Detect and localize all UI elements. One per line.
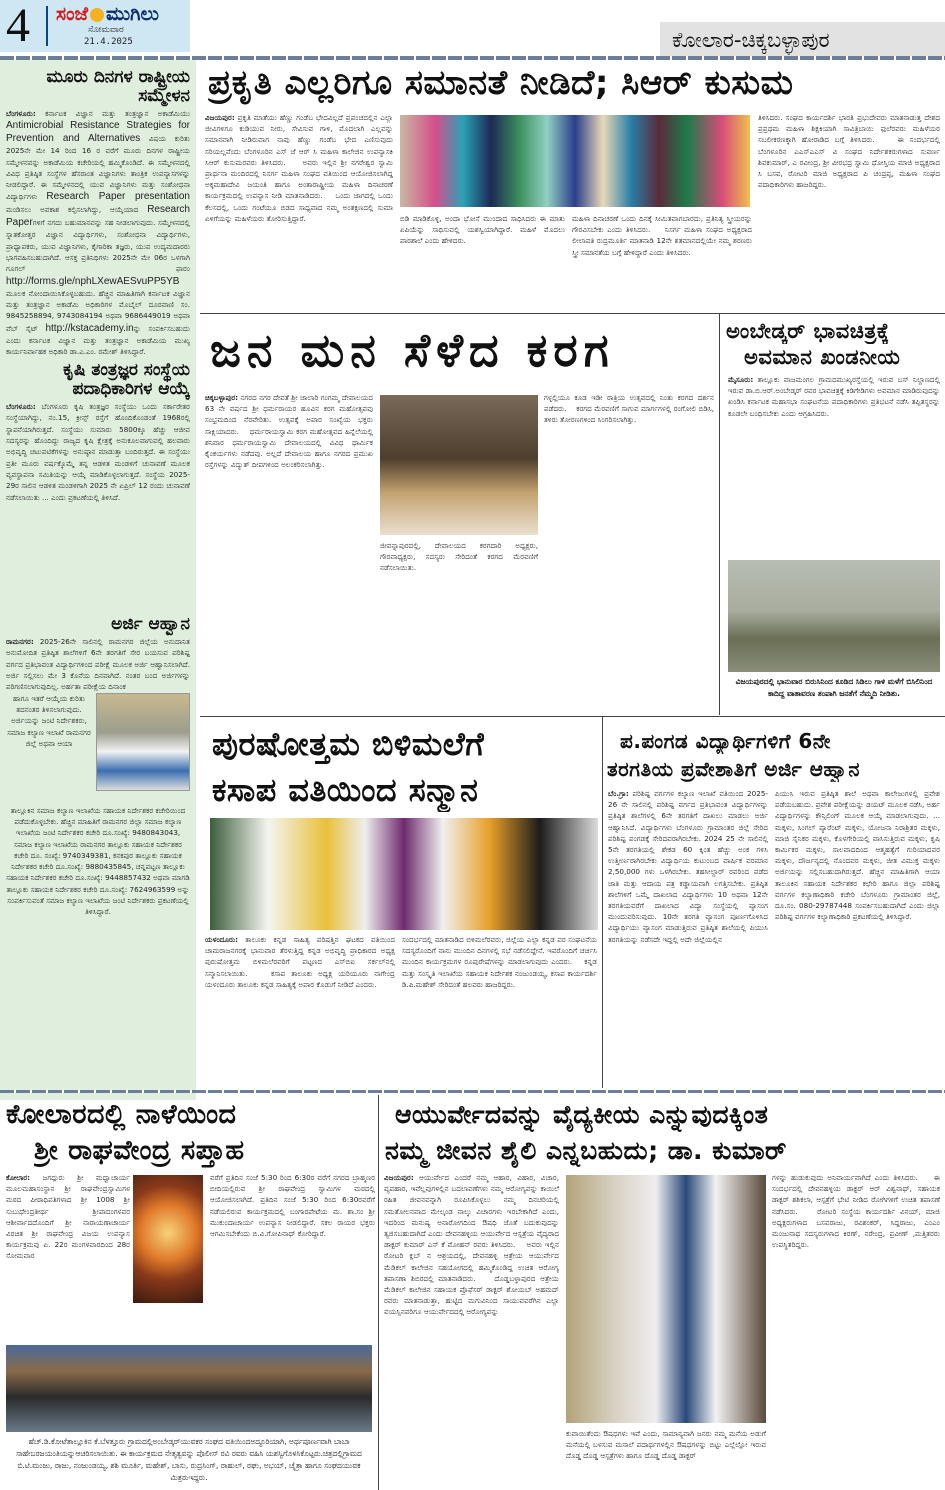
group-photo — [6, 1345, 372, 1432]
story-text: ಕರ್ನಾಟಕ ವಿಜ್ಞಾನ ಮತ್ತು ತಂತ್ರಜ್ಞಾನ ಅಕಾಡೆಮಿಯು — [45, 109, 190, 118]
ayurveda-col-2: ಕುವಾಯಿತೆಂದು ಔಷಧಗಳು ಇವೆ ಎಂದು, ಸಾಮಾನ್ಯವಾಗಿ ಜನರು ನಮ್ಮ ಮನೆಯ ಅಡುಗೆ ಮನೆಯಲ್ಲಿ ಬಳಸುವ ಮಸಾಲೆ ಪದಾರ್ಥಗಳಲ್ಲಿನ ಔಷಧಗಳನ್ನು ಬಿಟ್ಟು ಎಲ್ಲೆಲ್ಲೋ ಇರುವ ದೊಡ್ಡ ದೊಡ್ಡ ಆಸ್ಪತ್ರೆಗಳು ಹಾಗೂ ದೊಡ್ಡ ದೊಡ್ಡ ಡಾಕ್ಟರ್ — [566, 1429, 766, 1461]
raghavendra-col-2: ವರೆಗೆ ಪ್ರತಿದಿನ ಸಂಜೆ 5:30 ರಿಂದ 6:30ರ ವರೆಗೆ ನಗರದ ಬ್ರಾಹ್ಮಣರ ಬೀದಿಯಲ್ಲಿರುವ ಶ್ರೀ ರಾಘವೇಂದ್ರ ಸ್ವಾಮಿಗಳ ಮಠದಲ್ಲಿ ಆಯೋಜಿಸಲಾಗಿದೆ. ಪ್ರತಿದಿನ ಸಂಜೆ 5:30 ರಿಂದ 6:30ರವರೆಗೆ ನಡೆಯಲಿರುವ ಕಾರ್ಯಕ್ರಮದಲ್ಲಿ ಬಂಗಾರಪೇಟೆಯ ಮ. ಶಾ.ಸಂ ಶ್ರೀ ಮುಕುಂದಾಚಾರ್ಯ ಉಪನ್ಯಾಸ ನೀಡಲಿದ್ದಾರೆ. ಸಕಲ ರಾಯರ ಭಕ್ತರು ಆಗಮಿಸಬೇಕೆಂದು ಬಿ.ವಿ.ಗೋಪಿನಾಥ್ ಕೋರಿದ್ದಾರೆ. — [210, 1173, 375, 1239]
column-divider — [602, 716, 603, 1088]
dateline: ಬೆಂಗಳೂರು: — [6, 109, 36, 118]
story-text: ಗಳಿಗೆ ನಗದು ಬಹುಮಾನವನ್ನು ಸಹ ನೀಡಲಾಗುವುದು. ಸಮ್ಮೇಳನದಲ್ಲಿ ಸ್ನಾತಕೋತ್ತರ ವಿಜ್ಞಾನ ವಿದ್ಯಾರ್ಥಿಗಳು, ಸಂಶೋಧನಾ ವಿದ್ಯಾರ್ಥಿಗಳು, ಪ್ರಾಧ್ಯಾಪಕರು, ಯುವ ವಿಜ್ಞಾನಿಗಳು, ಕೈಗಾರಿಕಾ ತಜ್ಞರು, ಯುವ ಉದ್ಯಮದಾರರು ಭಾಗವಹಿಸಬಹುದಾಗಿದೆ. ಆಸಕ್ತ ಪ್ರತಿನಿಧಿಗಳು 2025ನೇ ಮೇ 06ರ ಒಳಗಾಗಿ ಗೂಗಲ್ ಫಾರಂ — [6, 218, 190, 274]
ayurveda-headline-1: ಆಯುರ್ವೇದವನ್ನು ವೈದ್ಯಕೀಯ ಎನ್ನುವುದಕ್ಕಿಂತ — [395, 1100, 769, 1129]
karaga-col-1 — [205, 392, 373, 712]
story-text: ಪರಿಶಿಷ್ಟ ವರ್ಗಗಳ ಕಲ್ಯಾಣ ಇಲಾಖೆ ವತಿಯಿಂದ 2025-26 ನೇ ಸಾಲಿನಲ್ಲಿ ಪರಿಶಿಷ್ಟ ವರ್ಗದ ಪ್ರತಿಭಾವಂತ ವಿದ್ಯಾರ್ಥಿಗಳನ್ನು ಪ್ರತಿಷ್ಠಿತ ಶಾಲೆಗಳಲ್ಲಿ 6ನೇ ತರಗತಿಗೆ ದಾಖಲು ಮಾಡಲು ಅರ್ಜಿ ಆಹ್ವಾನಿಸಿದೆ. ವಿದ್ಯಾರ್ಥಿಗಳು ಬೆಂಗಳೂರು ಗ್ರಾಮಾಂತರ ಜಿಲ್ಲೆ ಸೇರಿದ ಪರಿಶಿಷ್ಟ ಪಂಗಡಕ್ಕೆ ಸೇರಿದವರಾಗಿರಬೇಕು. 2024 25 ನೇ ಸಾಲಿನಲ್ಲಿ 5ನೇ ತರಗತಿಯಲ್ಲಿ ಶೇಕಡ 60 ಕ್ಕಿಂತ ಹೆಚ್ಚು ಅಂಕ ಗಳಿಸಿ ಉತ್ತೀರ್ಣರಾಗಿರಬೇಕು ವಿದ್ಯಾರ್ಥಿಯ ಕುಟುಂಬದ ವಾರ್ಷಿಕ ವರಮಾನ 2,50,000 ಗಳು ಒಳಗಿರಬೇಕು. ತಹಸೀಲ್ದಾರ್ ರವರಿಂದ ಪಡೆದ ಜಾತಿ ಮತ್ತು ಆದಾಯ ಪತ್ರ ಕಡ್ಡಾಯವಾಗಿ ಲಗತ್ತಿಸಬೇಕು. ಪ್ರತಿಷ್ಠಿತ ಶಾಲೆಗಳಿಗೆ ಒಮ್ಮೆ ದಾಖಲಾದ ವಿದ್ಯಾರ್ಥಿಗಳು 10 ಅಥವಾ 12ನೇ ತರಗತಿಯವರೆಗೆ ದಾಖಲಾದ ವಿದ್ಯಾ ಸಂಸ್ಥೆಯಲ್ಲಿ ವ್ಯಾಸಂಗ ಮುಂದುವರಿಸುವುದು. 10ನೇ ತರಗತಿ ವ್ಯಾಸಂಗ ಪೂರ್ಣಗೊಳಿಸಿದ ವಿದ್ಯಾರ್ಥಿಯು ವ್ಯಾಸಂಗ ಮಾಡುತ್ತಿರುವ ಪ್ರತಿಷ್ಠಿತ ಶಾಲೆಯಲ್ಲಿ ಪಿಯುಸಿ ತರಗತಿಯನ್ನು ನಡೆಸದೇ ಇದ್ದಲ್ಲಿ ಅದೇ ಜಿಲ್ಲೆಯಲ್ಲಿನ — [608, 789, 768, 944]
karaga-col-2: ಜೀವನ್ನಾಪುರದಲ್ಲಿ, ದೇವಾಲಯದ ಕರಗದಾರಿ ಅಧ್ಯಕ್ಷರು, ಗೌರವಾಧ್ಯಕ್ಷರು, ಸದಸ್ಯರು ಸೇರಿದಂತೆ ಕರಗದ ಮೆರವಣಿಗೆ ನಡೆಸಲಾಯಿತು. — [380, 541, 538, 573]
kasapa-headline-1: ಪುರಷೋತ್ತಮ ಬಿಳಿಮಲೆಗೆ — [212, 725, 485, 763]
karaga-col-3: ಗಳ್ಳಲ್ಲಿಯೂ ಕೂಡ ಇಡೀ ರಾತ್ರಿಯ ಉತ್ಸವದಲ್ಲಿ ನಿಂತು ಕರಗದ ದರ್ಶನ ಪಡೆದರು. ಕರಗದ ಮೆರವಣಿಗೆ ಸಾಗುವ ಮಾರ್ಗಗಳಲ್ಲಿ ರಂಗೋಲಿ ಬಿಡಿಸಿ, ತಳಿರು ತೋರಣಗಳಿಂದ ಸಿಂಗರಿಸಲಾಗಿತ್ತು. — [544, 393, 714, 425]
page-number: 4 — [6, 0, 30, 52]
raghavendra-col-1 — [6, 1172, 130, 1337]
admission-col-2: ಪಿಯುಸಿ ಇರುವ ಪ್ರತಿಷ್ಠಿತ ಶಾಲೆ ಅಥವಾ ಕಾಲೇಜುಗಳಲ್ಲಿ ಪ್ರವೇಶ ಪಡೆಯಬಹುದು. ಪ್ರವೇಶ ಪರೀಕ್ಷೆಯನ್ನು ಡಯಟ್ ಮೂಲಕ ನಡೆಸಿ, ಅರ್ಹ ವಿದ್ಯಾರ್ಥಿಗಳನ್ನು ಕೌನ್ಸಿಲಿಂಗ್ ಮೂಲಕ ಆಯ್ಕೆ ಮಾಡಲಾಗುವುದು. ... ಮಕ್ಕಳು, ಸಿಂಗಲ್ ಪ್ಯಾರೆಂಟ್ ಮಕ್ಕಳು, ಯೋಜನಾ ನಿರಾಶ್ರಿತರ ಮಕ್ಕಳು, ಮಾಜಿ ಸೈನಿಕರ ಮಕ್ಕಳು, ಕೊಳಗೇರಿಯಲ್ಲಿ ವಾಸಿಸುತ್ತಿರುವ ಮಕ್ಕಳು, ಕೃಷಿ ಕಾರ್ಮಿಕರ ಮಕ್ಕಳು, ಸಾಲವಾದದಿಂದ ಆತ್ಮಹತ್ಯೆಗೆ ಗುರಿಯಾದವರ ಮಕ್ಕಳು, ದೌರ್ಜನ್ಯದಲ್ಲಿ ನೊಂದವರ ಮಕ್ಕಳು, ಜೀತ ವಿಮುಕ್ತ ಮಕ್ಕಳು ಅರ್ಜಿಯನ್ನು ಸಲ್ಲಿಸಬಹುದಾಗಿರುತ್ತದೆ. ಹೆಚ್ಚಿನ ಮಾಹಿತಿಗಾಗಿ ಆಯಾ ತಾಲೂಕಿನ ಸಹಾಯಕ ನಿರ್ದೇಶಕರ ಕಛೇರಿ ಹಾಗೂ ಜಿಲ್ಲಾ ಪರಿಶಿಷ್ಟ ವರ್ಗಗಳ ಕಲ್ಯಾಣಾಧಿಕಾರಿ ಕಚೇರಿ ಬೆಂಗಳೂರು ಗ್ರಾಮಾಂತರ ಜಿಲ್ಲೆ, ದೂ.ಸಂ. 080-29787448 ಸಂಪರ್ಕಿಸಬಹುದಾಗಿದೆ ಎಂದು ಜಿಲ್ಲಾ ಪರಿಶಿಷ್ಟ ವರ್ಗಗಳ ಕಲ್ಯಾಣಾಧಿಕಾರಿ ಪ್ರಕಟಣೆಯಲ್ಲಿ ತಿಳಿಸಿದ್ದಾರೆ. — [775, 789, 940, 922]
brand-part1: ಸಂಜೆ — [56, 3, 89, 25]
ambedkar-headline-1: ಅಂಬೇಡ್ಕರ್ ಭಾವಚಿತ್ರಕ್ಕೆ — [726, 319, 890, 343]
ayurveda-col-3: ಗಳನ್ನು ಹುಡುಕುವುದು ಅನಿವಾರ್ಯವಾಗಿದೆ ಎಂದು ತಿಳಿಸಿದರು. ಈ ಸಂದರ್ಭದಲ್ಲಿ ದೇವನಹಳ್ಳಿಯ ಡಾಕ್ಟರ್ ಆರ್ ವಿಶ್ವನಾಥ್, ಸಹಾಯಕ ಡಾಕ್ಟರ್ ಶಶಿಕಲಾ, ಆಸ್ಪತ್ರೆಗೆ ಭೇಟಿ ನೀಡಿದ ರೋಗಿಗಳಿಗೆ ಉಚಿತ ತಪಾಸಣೆ ನಡೆಸಿದರು. ರೋಟರಿ ಸಂಸ್ಥೆಯ ಕಾರ್ಯದರ್ಶಿ ವಿನಯ್, ಮಾಜಿ ಅಧ್ಯಕ್ಷರುಗಳಾದ ಬಸವರಾಜು, ರವಿಶಂಕರ್, ಸಿದ್ದರಾಜು, ಎಂಎಂ ಮಂಜುನಾಥ ಸದಸ್ಯರುಗಳಾದ ಕಿರಣ್, ನರೇಂದ್ರ, ಪ್ರವೀಣ್ ,ಮತ್ತಿತರರು ಉಪಸ್ಥಿತರಿದ್ದರು. — [772, 1173, 940, 1250]
lead-col-4: ತಿಳಿಸಿದರು. ಸಂಘದ ಕಾರ್ಯದರ್ಶಿ ಭಾರತಿ ಪ್ರಭುದೇವರು ಮಾತನಾಡುತ್ತ ದೇಶದ ಪ್ರಪ್ರಥಮ ಮಹಿಳಾ ಶಿಕ್ಷಕಿಯಾಗಿ ಸಾವಿತ್ರಿಬಾಯಿ ಫುಲೆರವರು ಮಹಿಳೆಯರ ಸಬಲೀಕರಣಕ್ಕಾಗಿ ಹೋರಾಡಿದ ಬಗ್ಗೆ ತಿಳಿಸಿದರು. ಈ ಸಂದರ್ಭದಲ್ಲಿ ಬೆಂಗಳೂರಿನ ಎಎಸ್‌ಎಎಸ್ ವಿ ಸಂಘದ ನಿರ್ದೇಶಕರುಗಳಾದ ಸುವರ್ಣ ಶಿವಕುಮಾರ್, ಎ ರವೀಂದ್ರ, ಶ್ರೀ ವೀರಭದ್ರ ಸ್ವಾಮಿ ಧೋಸ್ತಿಯ ಮಾಜಿ ಅಧ್ಯಕ್ಷರಾದ ಸಿ ಬಸವ, ರೋಟರಿ ಮಾಜಿ ಅಧ್ಯಕ್ಷರಾದ ಪಿ ಚಂದ್ರಪ್ಪ, ಮಹಿಳಾ ಸಂಘದ ಪದಾಧಿಕಾರಿಗಳು ಹಾಜರಿದ್ದರು. — [758, 113, 940, 190]
story-text: ಬೆಂಗಳೂರು ಕೃಷಿ ತಂತ್ರಜ್ಞರ ಸಂಸ್ಥೆಯು ಒಂದು ಸರ್ಕಾರೇತರ ಸಂಸ್ಥೆಯಾಗಿದ್ದು, ನಂ.15, ಕ್ರೀನ್ಸ್ ರಸ್ತೆಗೆ ಹೊಂದಿಕೊಂಡಂತೆ 1968ರಲ್ಲಿ ಸ್ಥಾಪನೆಯಾಗಿರುತ್ತದೆ. ಸಂಸ್ಥೆಯು ಸುಮಾರು 5800ಕ್ಕೂ ಹೆಚ್ಚು ಆಜೀವ ಸದಸ್ಯರನ್ನು ಹೊಂದಿದ್ದು ರಾಜ್ಯದ ಕೃಷಿ ಕ್ಷೇತ್ರಕ್ಕೆ ಅನುಕೂಲವಾಗುವಲ್ಲಿ ಹಲವಾರು ಅಭಿವೃದ್ಧಿ ಚಟುವಟಿಕೆಗಳನ್ನು ಅನುಷ್ಠಾನ ಮಾಡುತ್ತಾ ಬಂದಿರುತ್ತದೆ. ಈ ಸಂಸ್ಥೆಯು ಪ್ರತೀ ಮೂರು ವರ್ಷಕ್ಕೊಮ್ಮೆ ತನ್ನ ಆಡಳಿತ ಮಂಡಳಿಗೆ ಚುನಾವಣೆ ಮೂಲಕ ವ್ಯವಸ್ಥಾಪನಾ ಸಮಿತಿಯನ್ನು ಆಯ್ಕೆ ಮಾಡಿಕೊಳ್ಳಲಾಗುತ್ತದೆ. ಸಂಸ್ಥೆಯ 2025-29ರ ಸಾಲಿನ ಆಡಳಿತ ಮಂಡಳಿಗಾಗಿ 2025 ನೇ ಏಪ್ರಿಲ್ 12 ರಂದು ಚುನಾವಣೆ ನಡೆಸಲಾಯಿತು ... ಎಂದು ಪ್ರಕಟಣೆಯಲ್ಲಿ ತಿಳಿಸಿದೆ. — [6, 402, 190, 502]
section-divider — [200, 313, 945, 314]
raghavendra-swamy-photo — [133, 1175, 203, 1303]
kasapa-col-1 — [205, 934, 395, 1094]
newspaper-logo — [56, 2, 159, 26]
classroom-photo — [96, 693, 190, 791]
ayurveda-headline-2: ನಮ್ಮ ಜೀವನ ಶೈಲಿ ಎನ್ನಬಹುದು; ಡಾ. ಕುಮಾರ್ — [385, 1136, 787, 1165]
issue-date: 21.4.2025 — [84, 37, 133, 47]
photo-caption: ಹೆಚ್.ಡಿ.ಕೋಟೆತಾಲ್ಲೂಕಿನ ಕೆ.ಬೆಳತ್ತೂರು ಗ್ರಾಮದಲ್ಲಿಅಂಬೇಡ್ಕರ್‌ಯುವಕರ ಸಂಘದ ವತಿಯಿಂದಅದ್ಧೂರಿಯಾಗಿ, ಅರ್ಥಪೂರ್ಣವಾಗಿ ಬಾಬಾ ಸಾಹೇಬರಜಯಂತಿಯನ್ನುಆಚರಿಸಲಾಯಿತು. ಈ ಕಾರ್ಯಕ್ರಮದ ನೇತೃತ್ವವನ್ನು ಪೊಲೀಸ್ ರವಿ ರವರು ವಹಿಸಿ ಯಶಸ್ವಿಗೊಳಿಸಿಕೊಟ್ಟರು.ಚಿತ್ರದಲ್ಲಿಗ್ರಾಮದ ಬಿ.ಟಿ.ಮಂಜು, ರಾಜು, ನಂಜುಂಡಯ್ಯ, ಶಶಿ ಮೂರ್ತಿ, ಮಹೇಶ್, ಬಾಸು, ರುದ್ರಸಿಂಗ್, ರಾಹುಲ್, ರಘು, ಅಭಯ್, ಚೈತ್ರಾ ಹಾಗೂ ಸಂಘದಯುವಕ ಮಿತ್ರರುಇದ್ದರು. — [16, 1437, 362, 1482]
admission-col-1 — [608, 788, 768, 1088]
felicitation-photo — [210, 818, 598, 930]
kasapa-col-2: ಸಂದರ್ಭದಲ್ಲಿ ಮಾತನಾಡಿದ ಬಿಳಿಮಲೆರವರು, ಜಿಲ್ಲೆಯ ಎಲ್ಲಾ ಕನ್ನಡ ಪರ ಸಂಘಟನೆಯ ಸದಸ್ಯರೊಂದಿಗೆ ನಾನು ಮುಂದಿನ ದಿನಗಳಲ್ಲಿ ಸಭೆ ನಡೆಸಲಿದ್ದೇನೆ. ಇವರೊಂದಿಗೆ ಚರ್ಚಿಸಿ ಮುಂದಿನ ಕಾರ್ಯಕ್ರಮಗಳ ರೂಪುರೇಷೆಗಳನ್ನು ಮಾಡಲಾಗುವುದು ಎಂದರು. ಕನ್ನಡ ಮತ್ತು ಸಂಸ್ಕೃತಿ ಇಲಾಖೆಯ ಸಹಾಯಕ ನಿರ್ದೇಶಕ ನಂಜುಂಡಯ್ಯ, ಕಸಾಪ ಕಾರ್ಯದರ್ಶಿ ಡಿ.ಪಿ.ಮಹೇಶ್ ಸೇರಿದಂತೆ ಹಲವರು ಹಾಜರಿದ್ದರು. — [402, 935, 597, 989]
sidebar-story-3-cont: ತಾಲ್ಲೂಕಿನ ಸಮಾಜ ಕಲ್ಯಾಣ ಇಲಾಖೆಯ ಸಹಾಯಕ ನಿರ್ದೇಶಕರ ಕಚೇರಿಯಿಂದ ಪಡೆದುಕೊಳ್ಳಬೇಕು. ಹೆಚ್ಚಿನ ಮಾಹಿತಿಗೆ ರಾಮನಗರ ಜಿಲ್ಲಾ ಸಮಾಜ ಕಲ್ಯಾಣ ಇಲಾಖೆಯ ಜಂಟಿ ನಿರ್ದೇಶಕರ ಕಚೇರಿ ದೂ.ಸಂಖ್ಯೆ: 9480843043, ಸಮಾಜ ಕಲ್ಯಾಣ ಇಲಾಖೆಯ ರಾಮನಗರ ತಾಲ್ಲೂಕು ಸಹಾಯಕ ನಿರ್ದೇಶಕರ ಕಚೇರಿ ದೂ. ಸಂಖ್ಯೆ: 9740349381, ಕನಕಪುರ ತಾಲ್ಲೂಕು ಸಹಾಯಕ ನಿರ್ದೇಶಕರ ಕಚೇರಿ ದೂ.ಸಂಖ್ಯೆ: 9880435845, ಚನ್ನಪಟ್ಟಣ ತಾಲ್ಲೂಕು ಸಹಾಯಕ ನಿರ್ದೇಶಕರ ಕಚೇರಿ ದೂ.ಸಂಖ್ಯೆ: 9448857432 ಅಥವಾ ಮಾಗಡಿ ತಾಲ್ಲೂಕು ಸಹಾಯಕ ನಿರ್ದೇಶಕರ ಕಚೇರಿ ದೂ.ಸಂಖ್ಯೆ: 7624963599 ಅನ್ನು ಸಂಪರ್ಕಿಸುವಂತೆ ಸಮಾಜ ಕಲ್ಯಾಣ ಇಲಾಖೆಯ ಜಂಟಿ ನಿರ್ದೇಶಕರು ಪ್ರಕಟಣೆಯಲ್ಲಿ ತಿಳಿಸಿದ್ದಾರೆ. — [6, 805, 190, 917]
section-divider — [200, 716, 945, 717]
story-text: ತಾಲೂಕು ಕನ್ನಡ ಸಾಹಿತ್ಯ ಪರಿಷತ್ತಿನ ಘಟಕದ ವತಿಯಿಂದ ಚಾಮರಾಜನಗರಕ್ಕೆ ಭಾನುವಾರ ತೆರಳುತ್ತಿದ್ದ ಕನ್ನಡ ಅಭಿವೃದ್ಧಿ ಪ್ರಾಧಿಕಾರದ ಅಧ್ಯಕ್ಷ ಪುರುಷೋತ್ತಮ ಬಿಳಿಮಲೆರವರಿಗೆ ಪಟ್ಟಣದ ಎಸ್‌ಬಿಐ ಸರ್ಕಲ್‌ನಲ್ಲಿ ಸನ್ಮಾನಿಸಲಾಯಿತು. ಕಸಾಪ ತಾಲೂಕು ಅಧ್ಯಕ್ಷ ಯರಿಯೂರು ನಾಗೇಂದ್ರ ಯಳಂದೂರು ತಾಲೂಕು ಕನ್ನಡ ಸಾಹಿತ್ಯಕ್ಕೆ ಅಪಾರ ಕೊಡುಗೆ ನೀಡಿದೆ ಎಂದರು. — [205, 935, 395, 989]
sidebar — [0, 60, 196, 1100]
sidebar-story-3-media — [0, 693, 196, 803]
dateline: ಮೈಸೂರು: — [728, 375, 754, 384]
dateline: ಚಿಕ್ಕಬಳ್ಳಾಪುರ: — [205, 393, 239, 402]
sidebar-story-2 — [0, 399, 196, 609]
lead-col-1 — [205, 112, 393, 307]
women-group-photo — [400, 115, 750, 207]
karaga-headline: ಜನ ಮನ ಸೆಳೆದ ಕರಗ — [210, 323, 615, 377]
karaga-procession-photo — [380, 395, 538, 535]
story-text: ನಗರದ ನಗರ ದೇವತೆ ಶ್ರೀ ಜಾಲಾರಿ ಗಂಗಮ್ಮ ದೇವಾಲಯದ 63 ನೇ ವರ್ಷದ ಶ್ರೀ ಧರ್ಮರಾಯರ ಹೂವಿನ ಕರಗ ಮಹೋತ್ಸವವು ಸಂಭ್ರಮದಿಂದ ನೆರವೇರಿತು. ಉತ್ಸವಕ್ಕೆ ಅಪಾರ ಸಂಖ್ಯೆಯ ಭಕ್ತರು ಸಾಕ್ಷಿಯಾದರು. ಧರ್ಮರಾಯಸ್ವಾಮಿ ಕರಗ ಮಹೋತ್ಸವದ ಹಿನ್ನೆಲೆಯಲ್ಲಿ ಶನಿವಾರ ಧರ್ಮರಾಯಸ್ವಾಮಿ ದೇವಾಲಯದಲ್ಲಿ ವಿವಿಧ ಧಾರ್ಮಿಕ ಕೈಂಕರ್ಯಗಳು ನಡೆದವು. ಅಲ್ಲದೆ ದೇವಾಲಯ ಹಾಗೂ ನಗರದ ಪ್ರಮುಖ ರಸ್ತೆಗಳನ್ನು ವಿದ್ಯುತ್ ದೀಪಗಳಿಂದ ಅಲಂಕರಿಸಲಾಗಿತ್ತು. — [205, 393, 373, 470]
english-text: Research Paper — [6, 204, 190, 229]
rainy-street-photo — [728, 560, 940, 672]
dateline: ಬೆಂ.ಗ್ರಾ: — [608, 789, 629, 798]
sidebar-headline-3: ಅರ್ಜಿ ಆಹ್ವಾನ — [111, 614, 190, 635]
column-divider — [719, 313, 720, 715]
dateline: ವಿಜಯಪುರ: — [384, 1173, 414, 1182]
raghavendra-headline-1: ಕೋಲಾರದಲ್ಲಿ ನಾಳೆಯಿಂದ — [6, 1099, 237, 1130]
story-text: ಹಾಗೂ ಇತರೆ ಆಯ್ಕೆಯ ಕುರಿತು ತದನಂತರ ತಿಳಿಸಲಾಗುವುದು. ಅರ್ಜಿಯನ್ನು ಜಂಟಿ ನಿರ್ದೇಶಕರು, ಸಮಾಜ ಕಲ್ಯಾಣ ಇಲಾಖೆ ರಾಮನಗರ ಜಿಲ್ಲೆ ಅಥವಾ ಆಯಾ — [7, 693, 91, 748]
sun-palm-icon — [90, 8, 104, 22]
brand-part2: ಮುಗಿಲು — [106, 3, 159, 25]
story-text: ನ್ನು ಸಂಪರ್ಕಿಸಬಹುದು ಎಂದು ಕರ್ನಾಟಕ ವಿಜ್ಞಾನ ಮತ್ತು ತಂತ್ರಜ್ಞಾನ ಅಕಾಡೆಮಿಯ ಮುಖ್ಯ ಕಾರ್ಯನಿರ್ವಾಹಕ ಅಧಿಕಾರಿ ಡಾ.ಎ.ಎಂ. ರಮೇಶ್ ತಿಳಿಸಿದ್ದಾರೆ. — [6, 323, 190, 356]
lead-col-2: ಬಿಡಿ ಮಾಡಿಕೊಳ್ಳಿ, ಅಂದಾ ಭೋಸೆ ಮುಂದಾದ ಸಾಧಿಸಿದರು ಈ ಮಾತು ಏಪಿಯೆನ್ನು ಸಾಧಿಸುವಲ್ಲಿ ಯಶಸ್ವಿಯಾಗಿದ್ದಾರೆ. ಮಹಿಳೆ ಮೊದಲು ಪಾಠಶಾಲೆ ಎಂದು ಹೇಳಿದರು. — [400, 214, 565, 246]
sidebar-headline-2a: ಕೃಷಿ ತಂತ್ರಜ್ಞರ ಸಂಸ್ಥೆಯ — [63, 360, 190, 381]
sidebar-headline-2b: ಪದಾಧಿಕಾರಿಗಳ ಆಯ್ಕೆ — [72, 379, 190, 400]
registration-link[interactable]: http://forms.gle/nphLXewAESvuPP5YB — [6, 275, 180, 287]
photo-caption: ವಿಜಯಪುರದಲ್ಲಿ ಭಾನುವಾರ ಬಿರುಸಿನಿಂದ ಕೂಡಿದ ಸಿಡಿಲು ಗಾಳಿ ಮಳೆಗೆ ಬಿಸಿಲಿನಿಂದ ಕಾದಿದ್ದ ವಾತಾವರಣ ತಂಪಾಗಿ ಜನತೆಗೆ ನೆಮ್ಮದಿ ನೀಡಿತು. — [735, 677, 933, 698]
story-text: ಪ್ರಕೃತಿ ಮಾತೆಯು ಹೆಣ್ಣು ಗಂಡೆಬ ಭೇದವಿಲ್ಲದೆ ಪ್ರಪಂಚದಲ್ಲಿನ ಎಲ್ಲಾ ಜೀವಿಗಳಿಗೂ ಕುಡಿಯುವ ನೀರು, ಸೇವಿಸುವ ಗಾಳಿ, ಮೊದಲಾಗಿ ಎಲ್ಲವನ್ನು ಸಮಾನವಾಗಿ ನೀಡಿರುವಾಗ ನಾವು ಹೆಣ್ಣು ಗಂಡೆಬ ಭೇದ ಎಣಿಸುವುದು ಸರಿಯಲ್ಲವೆಂದು ಬೆಂಗಳೂರಿನ ಎಸ್ ಜೆ ಆರ್ ಸಿ ಮಹಿಳಾ ಕಾಲೇಜಿನ ಉಪನ್ಯಾಸಕಿ ಸಿಆರ್ ಕುಸುಮರವರು ತಿಳಿಸಿದರು. ಅವರು ಇಲ್ಲಿನ ಶ್ರೀ ನಗರೇಶ್ವರ ಸ್ವಾಮಿ ಪ್ರಾರ್ಥನಾ ಮಂದಿರದಲ್ಲಿ ನಿಸರ್ಗ ಮಹಿಳಾ ಸಂಘದ ವತಿಯಿಂದ ಆಯೋಜಿಸಲಾಗಿದ್ದ ಅಕ್ಕಮಹಾದೇವಿ ಜಯಂತಿ ಹಾಗೂ ಅಂತಾರಾಷ್ಟ್ರೀಯ ಮಹಿಳಾ ದಿನಾಚರಣೆ ಕಾರ್ಯಕ್ರಮದಲ್ಲಿ ಉಪನ್ಯಾಸ ನೀಡಿ ಮಾತನಾಡಿದರು. ಒಂದು ಜಾಗದಲ್ಲಿ ಒಂದು ಕೆಲಸದಲ್ಲಿ, ಒಂದು ಗಂಟೆಯೂ ಬಿಡದ ಸಾಧ್ಯವಾದ ನಮ್ಮ ಅಂತಕ್ಷಣದಲ್ಲಿ ಸುಮಾ ಏಳಿಗೆಯನ್ನು ಮಹಿಳೆಯರು ತೋರಿಸುತ್ತಿದ್ದಾರೆ. — [205, 113, 393, 223]
dateline: ರಾಮನಗರ: — [6, 637, 34, 647]
lead-col-3: ಮಹಿಳಾ ದಿನಾಚರಣೆ ಒಂದು ದಿನಕ್ಕೆ ಸೀಮಿತವಾಗಬಾರದು, ಪ್ರತಿನಿತ್ಯ ಸ್ತ್ರೀಯರನ್ನು ಗೌರವಿಸಬೇಕು ಎಂದು ತಿಳಿಸಿದರು. ನಿಸರ್ಗ ಮಹಿಳಾ ಸಂಘದ ಅಧ್ಯಕ್ಷರಾದ ಲೀಲಾವತಿ ರುದ್ರಮೂರ್ತಿ ಮಾತನಾಡಿ 12ನೇ ಶತಮಾನದಲ್ಲಿಯೇ ನಮ್ಮ ಶರಣರು ಸ್ತ್ರೀ ಸಮಾನತೆಯ ಬಗ್ಗೆ ಹೇಳಿದ್ದಾರೆ ಎಂದು ತಿಳಿಸಿದರು. — [572, 214, 752, 257]
ayurveda-col-1 — [384, 1172, 559, 1488]
dateline: ಯಳಂದೂರು: — [205, 935, 238, 944]
admission-headline-2: ತರಗತಿಯ ಪ್ರವೇಶಾತಿಗೆ ಅರ್ಜಿ ಆಹ್ವಾನ — [607, 757, 861, 781]
masthead-divider — [46, 6, 48, 46]
story-text: ವಿಷಯ ಕುರಿತು 2025ನೇ ಮೇ 14 ರಿಂದ 16 ರ ವರೆಗೆ ಮೂರು ದಿನಗಳ ರಾಷ್ಟ್ರೀಯ ಸಮ್ಮೇಳನವನ್ನು ಅಕಾಡೆಮಿಯ ಕಚೇರಿಯಲ್ಲಿ ಹಮ್ಮಿಕೊಂಡಿದೆ. ಈ ಸಮ್ಮೇಳನದಲ್ಲಿ ವಿವಿಧ ಪ್ರತಿಷ್ಠಿತ ಸಂಸ್ಥೆಗಳ ಹೆಸರಾಂತ ವಿಜ್ಞಾನಿಗಳು ತಾಂತ್ರಿಕ ಉಪನ್ಯಾಸಗಳನ್ನು ನೀಡಲಿದ್ದಾರೆ. ಈ ಸಮ್ಮೇಳನದಲ್ಲಿ ಯುವ ವಿಜ್ಞಾನಿಗಳು ಮತ್ತು ಸಂಶೋಧನಾ ವಿದ್ಯಾರ್ಥಿಗಳು — [6, 134, 190, 202]
raghavendra-headline-2: ಶ್ರೀ ರಾಘವೇಂದ್ರ ಸಪ್ತಾಹ — [34, 1135, 245, 1166]
admission-headline-1: ಪ.ಪಂಗಡ ವಿದ್ಯಾರ್ಥಿಗಳಿಗೆ 6ನೇ — [620, 729, 831, 753]
section-rule — [0, 1090, 945, 1093]
kasapa-headline-2: ಕಸಾಪ ವತಿಯಿಂದ ಸನ್ಮಾನ — [212, 771, 479, 809]
dateline: ವಿಜಯಪುರ: — [205, 113, 235, 122]
english-text: Research Paper presentation — [46, 191, 190, 203]
story-text: 2025-26ನೇ ಸಾಲಿನಲ್ಲಿ ರಾಮನಗರ ಜಿಲ್ಲೆಯ ಅನುದಾನಿತ ಅನುಮೋದಿತ ಪ್ರತಿಷ್ಠಿತ ಶಾಲೆಗಳಿಗೆ 6ನೇ ತರಗತಿಗೆ ಸೇರ ಬಯಸುವ ಪರಿಶಿಷ್ಟ ವರ್ಗದ ಪ್ರತಿಭಾವಂತ ವಿದ್ಯಾರ್ಥಿಗಳಿಂದ ಪರೀಕ್ಷೆ ಮೂಲಕ ಅರ್ಜಿ ಆಹ್ವಾನಿಸಲಾಗಿದೆ. ಅರ್ಜಿ ಸಲ್ಲಿಸಲು ಮೇ 3 ಕೊನೆಯ ದಿನವಾಗಿದೆ. ನಂತರ ಬಂದ ಅರ್ಜಿಗಳನ್ನು ಪರಿಗಣಿಸಲಾಗುವುದಿಲ್ಲ. ಅರ್ಹತಾ ಪರೀಕ್ಷೆಯ ದಿನಾಂಕ — [6, 637, 190, 692]
sidebar-story-1 — [0, 106, 196, 357]
sidebar-story-3 — [0, 634, 196, 692]
ambedkar-story — [728, 374, 940, 554]
story-text: ಆಯುರ್ವೇದ ಎಂದರೆ ನಮ್ಮ ಆಹಾರ, ವಿಹಾರ, ವಿಚಾರ, ವ್ಯವಹಾರ, ಇವೆಲ್ಲವುಗಳಲ್ಲಿನ ಬದಲಾವಣೆಗಳು ನಮ್ಮ ಆರೋಗ್ಯವನ್ನು ಕಾಯಿಲೆ ರಹಿತ ಜೀವನವನ್ನಾಗಿ ರೂಪಿಸಿಕೊಳ್ಳಲು ನಮ್ಮ ದಿನಚರಿಯಲ್ಲಿ ಸಮತೋಲನವಾದ ಮೇಲ್ಕಂಡ ನಾಲ್ಕು ವಿಚಾರಗಳು ಇರಬೇಕಾಗಿದೆ ಎಂದು, ಇದರಿಂದ ಮನುಷ್ಯ ಅನಾರೋಗದಿಂದ ಔಷಧಿ ಜೊತೆ ಬದುಕುವುದನ್ನು ತ್ಯಜಿಸಬಹುದಾಗಿದೆ ಎಂದು ದೇವನಹಳ್ಳಿಯ ಆಯುರ್ವೇದ ಆಸ್ಪತ್ರೆಯ ವೈದ್ಯರಾದ ಡಾಕ್ಟರ್ ಕುಮಾರ್ ಎಸ್ ಕೆ ಮೋಹನ್ ರವರು ತಿಳಿಸಿದರು. ಅವರು ಇಲ್ಲಿನ ರೋಟರಿ ಕ್ಲಬ್ ನ ಆಶ್ರಯದಲ್ಲಿ, ದೇವನಹಳ್ಳಿ ಆತ್ರೇಯ ಆಯುರ್ವೇದ ಮೆಡಿಕಲ್ ಕಾಲೇಜಿನ ಸಹಯೋಗದಲ್ಲಿ ಹಮ್ಮಿಕೊಂಡಿದ್ದ ಉಚಿತ ಆರೋಗ್ಯ ತಪಾಸಣಾ ಶಿಬಿರದಲ್ಲಿ ಮಾತನಾಡಿದರು. ದೊಡ್ಡಬಳ್ಳಾಪುರದ ಆತ್ರೇಯ ಮೆಡಿಕಲ್ ಕಾಲೇಜಿನ ಸಹಾಯಕ ಪ್ರೊಫೆಸರ್ ಡಾಕ್ಟರ್ ಶೋಯಬ್ ಅಹಮದ್ ರವರು ಮಾತನಾಡುತ್ತಾ, ಹುಟ್ಟಿದ ಮಗುವಿನಿಂದ ಸಾಯುವವರೆಗಿನ ಎಲ್ಲಾ ವಯಸ್ಸಿನವರಿಗೂ ಆಯುರ್ವೇದದಲ್ಲಿ ಆರೋಗ್ಯವನ್ನು — [384, 1173, 559, 1317]
english-text: Antimicrobial Resistance Strategies for Prevention and Alternatives — [6, 120, 190, 145]
website-link[interactable]: http://kstacademy.in — [45, 322, 134, 334]
health-camp-photo — [566, 1175, 766, 1423]
story-text: ಮಂಡಿಸಲು ಅವಕಾಶ ಕಲ್ಪಿಸಲಾಗಿದ್ದು, ಆಯ್ಕೆಯಾದ — [6, 205, 139, 215]
lead-headline: ಪ್ರಕೃತಿ ಎಲ್ಲರಿಗೂ ಸಮಾನತೆ ನೀಡಿದೆ; ಸಿಆರ್ ಕುಸುಮ — [208, 63, 794, 103]
sidebar-headline-1a: ಮೂರು ದಿನಗಳ ರಾಷ್ಟ್ರೀಯ — [46, 67, 190, 87]
column-divider — [378, 1095, 379, 1490]
story-text: ಮೂಲಕ ನೋಂದಾಯಿಸಿಕೊಳ್ಳಬಹುದು. ಹೆಚ್ಚಿನ ಮಾಹಿತಿಗಾಗಿ ಕರ್ನಾಟಕ ವಿಜ್ಞಾನ ಮತ್ತು ತಂತ್ರಜ್ಞಾನ ಅಕಾಡೆಮಿ ಅಧಿಕಾರಿಗಳ ಮೊಬೈಲ್ ದೂರವಾಣಿ ಸಂ. 9845258894, 9743084194 ಅಥವಾ 9686449019 ಅಥವಾ ವೆಬ್ ಸೈಟ್ — [6, 288, 190, 333]
story-text: ಜಗದ್ಗುರು ಶ್ರೀ ಮಧ್ವಾಚಾರ್ಯ ಮೂಲಮಹಾಸಂಸ್ಥಾನ ಶ್ರೀ ರಾಘವೇಂದ್ರಸ್ವಾಮಿಗಳ ಮಠದ ಪೀಠಾಧಿಪತಿಗಳಾದ ಶ್ರೀ 1008 ಶ್ರೀ ಸುಬುಧೇಂದ್ರತೀರ್ಥ ಶ್ರೀಪಾದಂಗಳವರ ಆಶೀರ್ವಾದದೊಂದಿಗೆ ಶ್ರೀ ನಾರಾಯಣಾಚಾರ್ಯ ವಿರಚಿತ ಶ್ರೀ ರಾಘವೇಂದ್ರ ವಿಜಯ ಉಪನ್ಯಾಸ ಕಾರ್ಯಕ್ರಮವು ಏ. 22ರ ಮಂಗಳವಾರದಿಂದ 28ರ ಸೋಮವಾರ — [6, 1173, 130, 1261]
region-label: ಕೋಲಾರ-ಚಿಕ್ಕಬಳ್ಳಾಪುರ — [660, 22, 945, 58]
issue-day: ಸೋಮವಾರ — [88, 25, 124, 35]
sidebar-headline-1b: ಸಮ್ಮೇಳನ — [138, 86, 190, 106]
ambedkar-headline-2: ಅವಮಾನ ಖಂಡನೀಯ — [744, 345, 901, 369]
dateline: ಬೆಂಗಳೂರು: — [6, 402, 36, 412]
story-text: ತಾಲ್ಲೂಕು ವಾಜಮಂಗಲ ಗ್ರಾಮದಮುಖ್ಯರಸ್ತೆಯಲ್ಲಿ ಇರುವ ಬಸ್ ನಿಲ್ದಾಣದಲ್ಲಿ ಇರುವ ಡಾ.ಬಿ.ಆರ್.ಅಂಬೇಡ್ಕರ್ ರವರ ಭಾವಚಿತ್ರಕ್ಕೆ ಕಿಡಿಗೇಡಿಗಳು ಅವಮಾನ ಮಾಡಿರುವುದನ್ನು ಖಂಡಿಸಿ ಕರ್ನಾಟಕ ಮಹಾಸಭಾ ಸಂಘಟನೆಯ ಪದಾಧಿಕಾರಿಗಳು ಪ್ರತಿಭಟನೆ ನಡೆಸಿ ತಪ್ಪಿತಸ್ಥರನ್ನು ಕೂಡಲೇ ಬಂಧಿಸಬೇಕು ಎಂದು ಆಗ್ರಹಿಸಿದರು. — [728, 375, 940, 418]
dateline: ಕೋಲಾರ: — [6, 1173, 31, 1182]
